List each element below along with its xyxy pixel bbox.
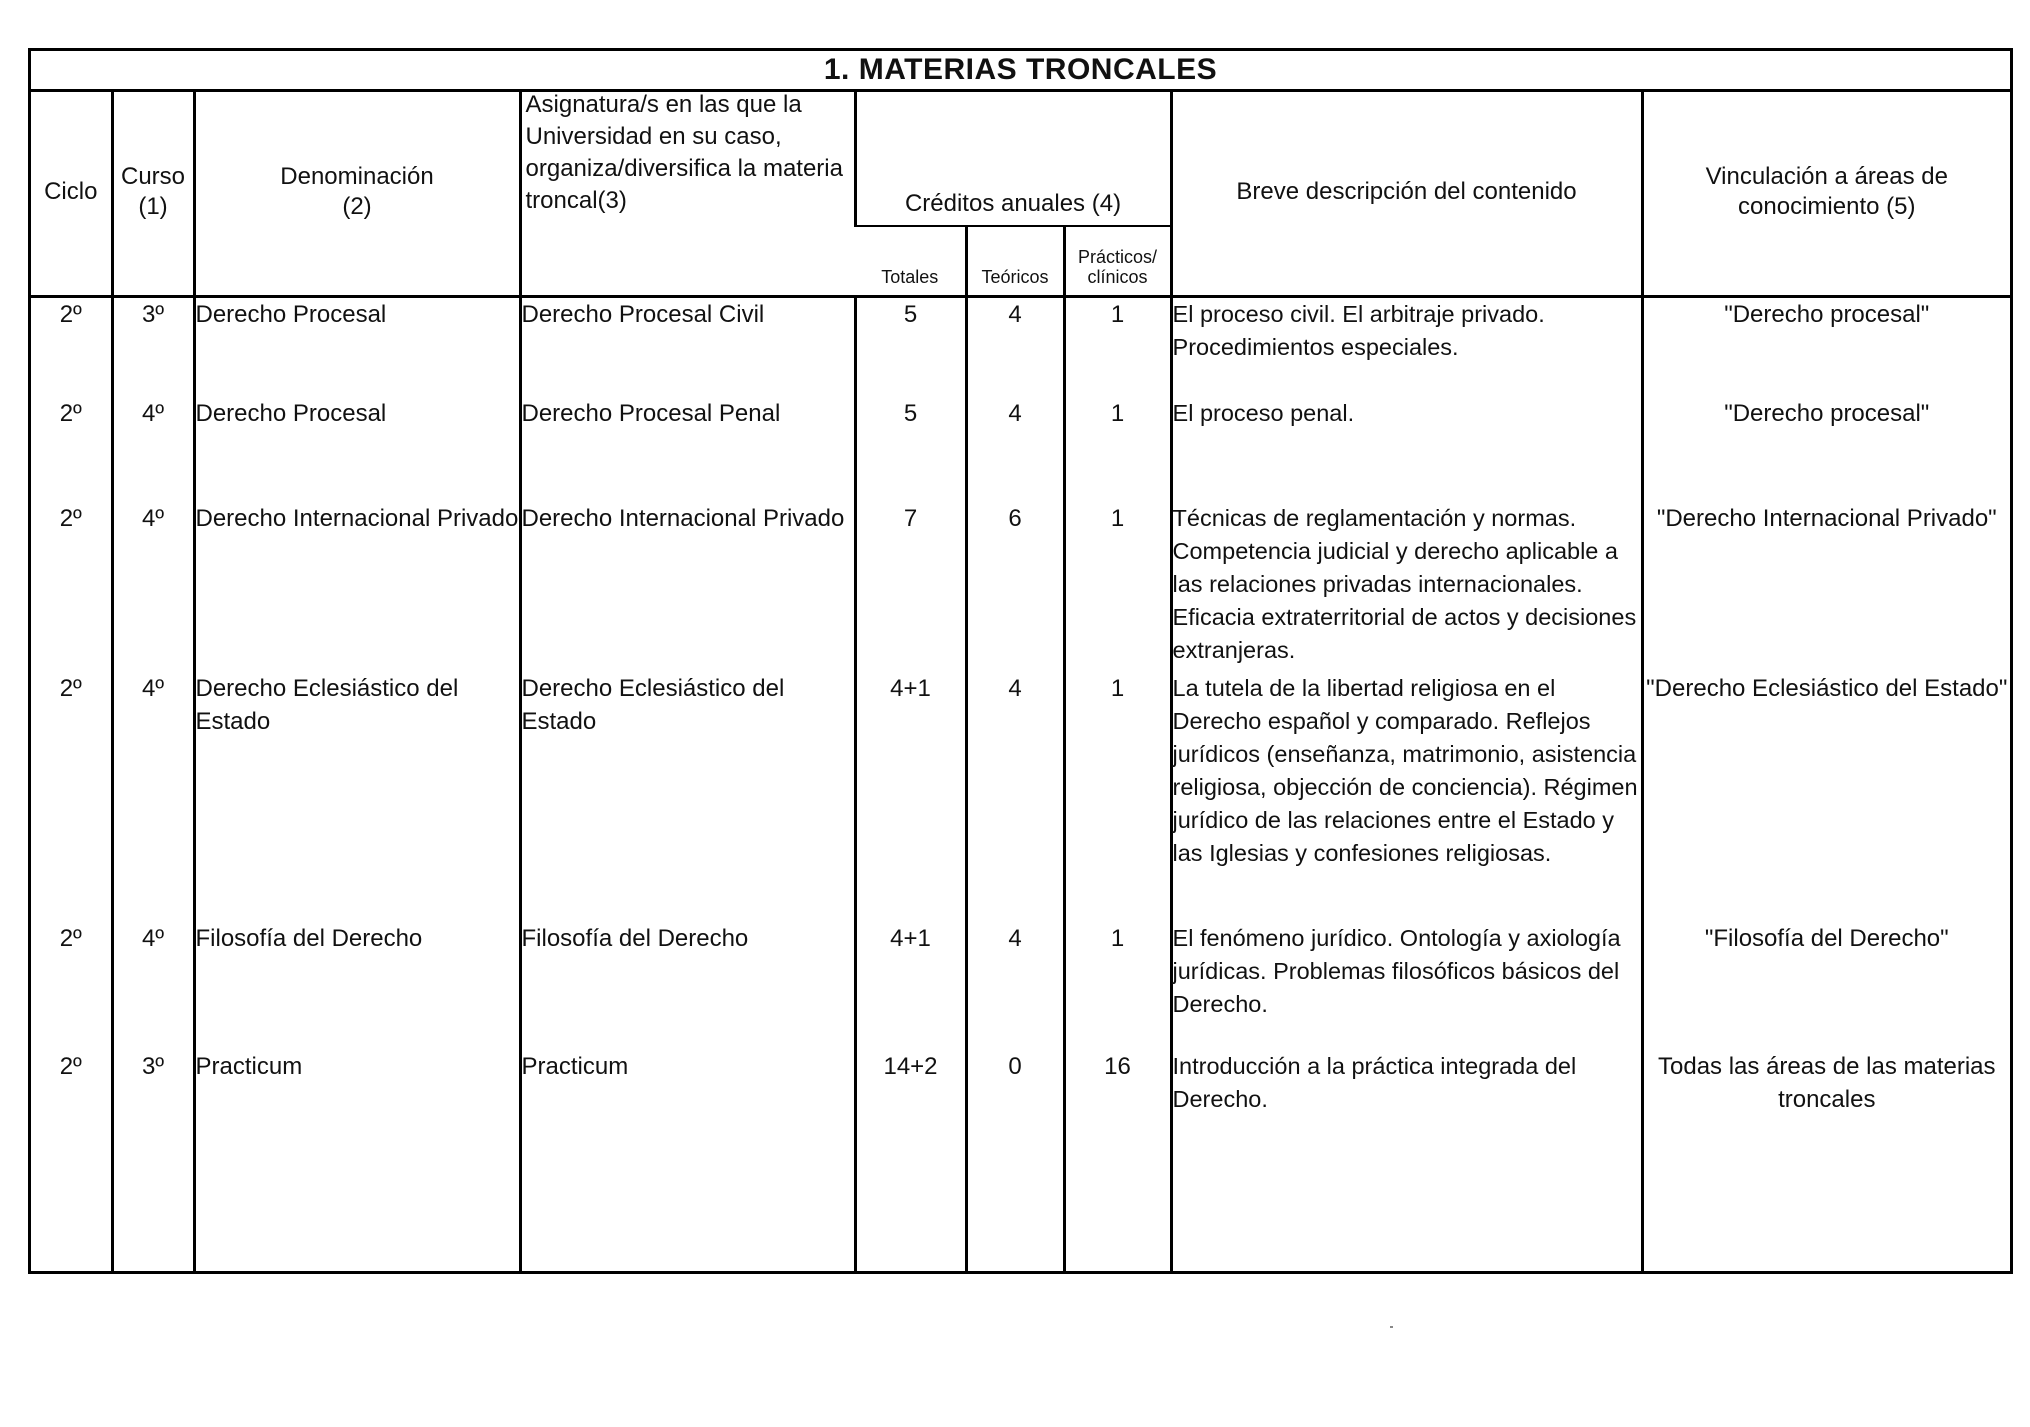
header-practicos-line2: clínicos [1087,267,1148,287]
header-denominacion-note: (2) [342,193,372,220]
empty-cell [1642,1192,2010,1272]
cell-ciclo: 2º [59,674,82,702]
table-row [31,297,2010,397]
cell-ciclo: 2º [59,399,82,427]
cell-denominacion: Derecho Procesal [194,297,520,397]
cell-totales: 5 [855,297,966,397]
cell-denominacion: Derecho Eclesiástico del Estado [194,672,520,922]
cell-ciclo: 2º [59,301,82,328]
table-row [31,397,2010,502]
empty-cell [966,1192,1064,1272]
cell-practicos: 1 [1064,397,1171,502]
section-title: 1. MATERIAS TRONCALES [31,51,2010,92]
header-practicos [1064,226,1171,297]
header-denominacion [194,89,520,297]
cell-descripcion: La tutela de la libertad religiosa en el Derecho español y comparado. Reflejos jurídicos (enseñanza, matrimonio, asistencia religiosa, objección de conciencia). Régimen jurídico de las relaciones entre el Estado y las Iglesias y confesiones religiosas. [1171,672,1642,922]
cell-asignatura: Derecho Internacional Privado [520,502,855,672]
cell-totales: 7 [855,502,966,672]
cell-descripcion: Técnicas de reglamentación y normas. Competencia judicial y derecho aplicable a las relaciones privadas internacionales. Eficacia extraterritorial de actos y decisiones extranjeras. [1171,502,1642,672]
header-curso [112,89,194,297]
materias-table [31,89,2010,1271]
cell-vinculacion: "Filosofía del Derecho" [1642,922,2010,1050]
table-body [31,297,2010,1272]
cell-totales: 4+1 [855,672,966,922]
cell-asignatura: Derecho Eclesiástico del Estado [520,672,855,922]
cell-curso: 4º [112,922,194,1050]
cell-asignatura: Practicum [520,1050,855,1192]
cell-practicos: 1 [1064,502,1171,672]
empty-cell [520,1192,855,1272]
header-descripcion: Breve descripción del contenido [1171,89,1642,297]
table-row [31,1050,2010,1192]
cell-totales: 5 [855,397,966,502]
cell-vinculacion: "Derecho Internacional Privado" [1642,502,2010,672]
cell-asignatura: Derecho Procesal Civil [520,297,855,397]
cell-asignatura: Derecho Procesal Penal [520,397,855,502]
cell-ciclo: 2º [59,504,82,532]
header-practicos-line1: Prácticos/ [1077,247,1158,267]
cell-ciclo: 2º [59,1052,82,1080]
cell-totales: 4+1 [855,922,966,1050]
table-row [31,672,2010,922]
empty-cell [31,1192,112,1272]
empty-cell [112,1192,194,1272]
table-row-empty [31,1192,2010,1272]
cell-teoricos: 4 [966,672,1064,922]
cell-descripcion: El proceso penal. [1171,397,1642,502]
cell-ciclo: 2º [59,924,82,952]
header-denominacion-label: Denominación [280,163,434,190]
header-teoricos: Teóricos [966,226,1064,297]
cell-practicos: 1 [1064,922,1171,1050]
header-totales: Totales [855,226,966,297]
cell-vinculacion: "Derecho Eclesiástico del Estado" [1642,672,2010,922]
cell-practicos: 1 [1064,297,1171,397]
cell-vinculacion: "Derecho procesal" [1642,397,2010,502]
cell-curso: 3º [112,1050,194,1192]
cell-denominacion: Derecho Procesal [194,397,520,502]
header-curso-label: Curso [120,163,186,190]
cell-curso: 3º [112,297,194,397]
header-vinculacion: Vinculación a áreas de conocimiento (5) [1642,89,2010,297]
cell-teoricos: 4 [966,397,1064,502]
cell-curso: 4º [112,672,194,922]
cell-teoricos: 0 [966,1050,1064,1192]
cell-curso: 4º [112,397,194,502]
cell-vinculacion: "Derecho procesal" [1642,297,2010,397]
cell-descripcion: El proceso civil. El arbitraje privado. Procedimientos especiales. [1171,297,1642,397]
header-ciclo: Ciclo [31,89,112,297]
cell-denominacion: Practicum [194,1050,520,1192]
document-table-frame [28,48,2013,1274]
empty-cell [194,1192,520,1272]
cell-asignatura: Filosofía del Derecho [520,922,855,1050]
cell-practicos: 1 [1064,672,1171,922]
cell-teoricos: 4 [966,297,1064,397]
header-curso-note: (1) [138,193,168,220]
cell-teoricos: 6 [966,502,1064,672]
table-row [31,922,2010,1050]
empty-cell [1171,1192,1642,1272]
table-row [31,502,2010,672]
cell-practicos: 16 [1064,1050,1171,1192]
cell-curso: 4º [112,502,194,672]
header-creditos: Créditos anuales (4) [855,89,1171,226]
cell-denominacion: Filosofía del Derecho [194,922,520,1050]
cell-vinculacion: Todas las áreas de las materias troncales [1642,1050,2010,1192]
empty-cell [1064,1192,1171,1272]
header-asignatura: Asignatura/s en las que la Universidad en su caso, organiza/diversifica la materia troncal(3) [520,89,855,297]
cell-descripcion: El fenómeno jurídico. Ontología y axiología jurídicas. Problemas filosóficos básicos del Derecho. [1171,922,1642,1050]
cell-totales: 14+2 [855,1050,966,1192]
cell-teoricos: 4 [966,922,1064,1050]
cell-denominacion: Derecho Internacional Privado [194,502,520,672]
cell-descripcion: Introducción a la práctica integrada del Derecho. [1171,1050,1642,1192]
empty-cell [855,1192,966,1272]
scan-speck [1390,1326,1393,1328]
